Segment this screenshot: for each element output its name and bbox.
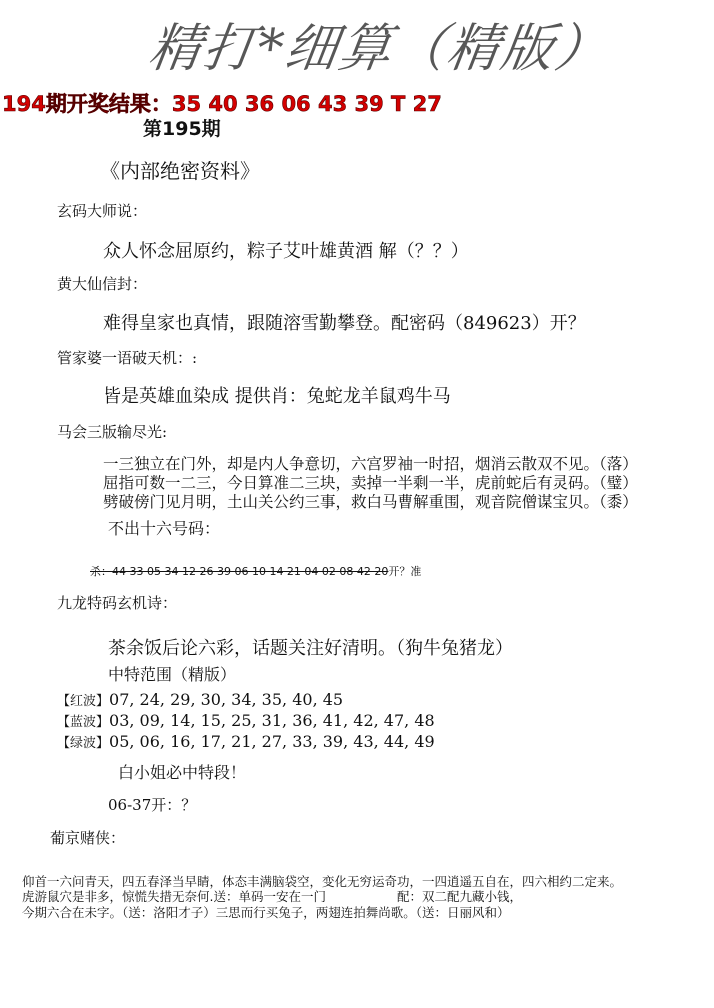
- pujing-label: 葡京赌侠：: [50, 829, 126, 847]
- mahui-line: 屈指可数一二三，今日算准二三块，卖掉一半剩一半，虎前蛇后有灵码。（璧）: [103, 474, 638, 492]
- header-banner: 精打*细算（精版）: [145, 19, 614, 79]
- wave-row-blue: [57, 711, 435, 730]
- pujing-line: 虎游鼠穴是非多，惊慌失措无奈何.送：单码一安在一门: [22, 889, 326, 904]
- kill-numbers: [90, 563, 421, 579]
- bai-line: 白小姐必中特段！: [118, 763, 247, 782]
- wave-row-green: [57, 732, 435, 751]
- huang-label: 黄大仙信封：: [57, 275, 148, 293]
- wave-row-red: [57, 690, 343, 709]
- jiulong-poem: 茶余饭后论六彩，话题关注好清明。（狗牛兔猪龙）: [108, 638, 513, 659]
- doc-title: 《内部绝密资料》: [100, 159, 260, 183]
- wave-nums: 03, 09, 14, 15, 25, 31, 36, 41, 42, 47, 48: [109, 711, 435, 730]
- guanjia-label: 管家婆一语破天机：:: [57, 349, 198, 367]
- xuanma-text: 众人怀念屈原约，粽子艾叶雄黄酒 解（？？）: [103, 241, 469, 262]
- pujing-line: 今期六合在未字。（送：洛阳才子）三思而行买兔子，两翅连拍舞尚歌。（送：日丽风和）: [22, 905, 510, 920]
- huang-text: 难得皇家也真情，跟随溶雪勤攀登。配密码（849623）开？: [103, 313, 586, 334]
- kill-suffix: 开？准: [388, 565, 422, 578]
- last-result: 194期开奖结果：35 40 36 06 43 39 T 27: [2, 92, 442, 116]
- wave-tag: 【红波】: [57, 694, 110, 709]
- guanjia-text: 皆是英雄血染成 提供肖：兔蛇龙羊鼠鸡牛马: [103, 386, 451, 407]
- range-line: 06-37开：？: [108, 796, 197, 814]
- wave-nums: 07, 24, 29, 30, 34, 35, 40, 45: [109, 690, 344, 709]
- xuanma-label: 玄码大师说：: [57, 202, 148, 220]
- pujing-line: 配：双二配九藏小钱，: [397, 889, 523, 904]
- mahui-line: 一三独立在门外，却是内人争意切，六宫罗袖一时招，烟消云散双不见。（落）: [103, 455, 638, 473]
- wave-tag: 【蓝波】: [57, 715, 110, 730]
- pujing-line: 仰首一六问青天，四五春泽当早睛，体态丰满脑袋空，变化无穷运奇功，一四逍遥五自在，四六相约二定来。: [22, 874, 623, 889]
- wave-nums: 05, 06, 16, 17, 21, 27, 33, 39, 43, 44, 49: [109, 732, 435, 751]
- kill-list: 杀：44 33 05 34 12 26 39 06 10 14 21 04 02 08 42 20: [90, 565, 389, 578]
- mahui-line: 劈破傍门见月明，土山关公约三事，救白马曹解重围，观音院僧谋宝贝。（黍）: [103, 493, 638, 511]
- mahui-label: 马会三版输尽光:: [57, 423, 168, 441]
- jiulong-label: 九龙特码玄机诗：: [57, 594, 178, 612]
- wave-tag: 【绿波】: [57, 736, 110, 751]
- no16-label: 不出十六号码：: [108, 519, 221, 538]
- range-title: 中特范围（精版）: [108, 665, 237, 684]
- issue-number: 第195期: [143, 118, 221, 140]
